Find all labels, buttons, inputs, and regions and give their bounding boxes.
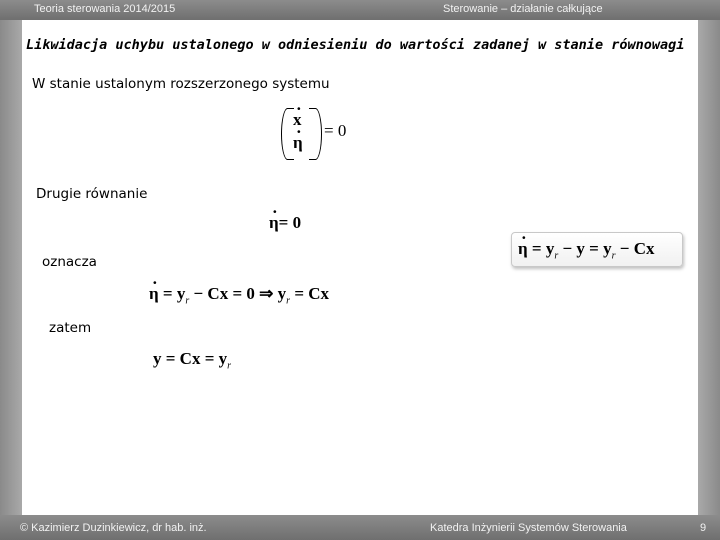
boxed-part-1: = y (527, 239, 555, 258)
matrix-x-dot: · x (293, 110, 302, 130)
footer-author: © Kazimierz Duzinkiewicz, dr hab. inż. (20, 522, 207, 534)
boxed-part-3: − Cx (615, 239, 655, 258)
implication-sub-2: r (286, 295, 291, 307)
result-equation (153, 349, 231, 371)
implication-part-2: − Cx = 0 ⇒ y (189, 284, 287, 303)
eta-dot-symbol: · η (269, 213, 279, 233)
result-part-1: y = Cx = y (153, 349, 228, 368)
boxed-eta-dot: · η (518, 239, 528, 259)
footer-bar (0, 515, 720, 540)
boxed-sub-2: r (611, 250, 616, 262)
highlighted-formula (518, 239, 688, 261)
right-parenthesis (309, 108, 322, 160)
highlighted-formula-box (511, 232, 683, 267)
implication-part-1: = y (158, 284, 186, 303)
means-label: oznacza (42, 254, 97, 270)
result-sub: r (227, 360, 232, 372)
eta-dot-rhs: = 0 (278, 213, 302, 232)
page-number: 9 (700, 522, 707, 534)
slide-content (22, 20, 698, 515)
implication-equation (149, 284, 329, 306)
matrix-eta-dot: · η (293, 133, 303, 153)
intro-text: W stanie ustalonym rozszerzonego systemu (32, 76, 330, 92)
slide-title: Likwidacja uchybu ustalonego w odniesieniu do wartości zadanej w stanie równowagi (26, 37, 685, 53)
boxed-part-2: − y = y (558, 239, 612, 258)
course-name: Teoria sterowania 2014/2015 (34, 3, 176, 15)
therefore-label: zatem (49, 320, 92, 336)
steady-state-matrix-equation (281, 108, 347, 160)
implication-part-3: = Cx (290, 284, 330, 303)
right-frame (698, 20, 720, 515)
matrix-rhs: = 0 (324, 121, 347, 140)
second-equation-label: Drugie równanie (36, 186, 148, 202)
header-bar (0, 0, 720, 20)
footer-department: Katedra Inżynierii Systemów Sterowania (430, 522, 627, 534)
left-frame (0, 20, 22, 515)
eta-dot-zero-equation (269, 213, 301, 233)
implication-sub-1: r (185, 295, 190, 307)
slide-topic: Sterowanie – działanie całkujące (443, 3, 603, 15)
boxed-sub-1: r (554, 250, 559, 262)
implication-eta-dot: · η (149, 284, 159, 304)
